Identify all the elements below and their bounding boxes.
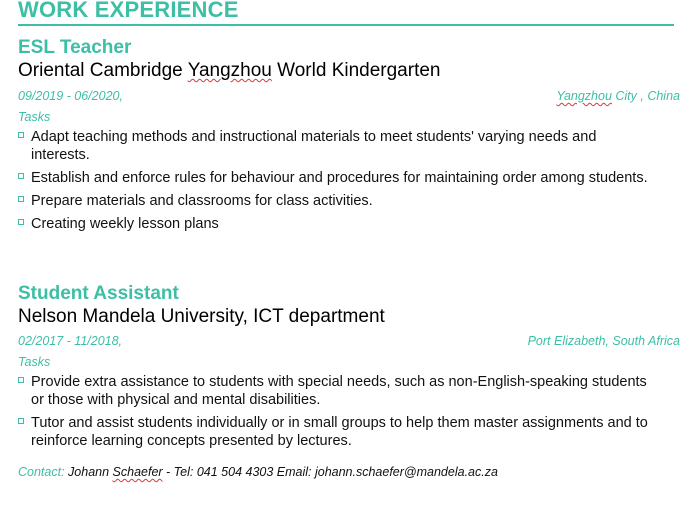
employer-nelson-mandela: Nelson Mandela University, ICT department (18, 306, 385, 327)
employer-oriental-cambridge: Oriental Cambridge Yangzhou World Kindergarten (18, 60, 441, 81)
list-item: Provide extra assistance to students with special needs, such as non-English-speaking students or those with physical and mental disabilities. (18, 373, 658, 409)
job-title-esl-teacher: ESL Teacher (18, 37, 132, 58)
square-bullet-icon (18, 196, 24, 202)
job-dates: 09/2019 - 06/2020, (18, 89, 123, 103)
task-list (18, 128, 658, 238)
spellcheck-word[interactable]: Yangzhou (556, 89, 612, 103)
list-item: Creating weekly lesson plans (18, 215, 658, 233)
contact-details: - Tel: 041 504 4303 Email: johann.schaefer@mandela.ac.za (162, 465, 498, 479)
list-item: Adapt teaching methods and instructional materials to meet students' varying needs and interests. (18, 128, 658, 164)
task-list (18, 373, 658, 455)
spellcheck-word[interactable]: Schaefer (112, 465, 163, 479)
job-location: Port Elizabeth, South Africa (527, 334, 680, 348)
section-title: WORK EXPERIENCE (18, 0, 239, 22)
job-dates: 02/2017 - 11/2018, (18, 334, 123, 348)
square-bullet-icon (18, 377, 24, 383)
spellcheck-word[interactable]: Yangzhou (187, 60, 272, 81)
square-bullet-icon (18, 132, 24, 138)
job-title-student-assistant: Student Assistant (18, 283, 179, 304)
square-bullet-icon (18, 173, 24, 179)
tasks-label: Tasks (18, 110, 51, 124)
list-item: Tutor and assist students individually or in small groups to help them master assignments and to reinforce learning concepts presented by lectures. (18, 414, 658, 450)
section-divider (18, 24, 674, 26)
job-location: Yangzhou City , China (556, 89, 680, 103)
list-item: Prepare materials and classrooms for class activities. (18, 192, 658, 210)
contact-line: Contact: Johann Schaefer - Tel: 041 504 4303 Email: johann.schaefer@mandela.ac.za (18, 465, 498, 479)
contact-label: Contact: (18, 465, 65, 479)
tasks-label: Tasks (18, 355, 51, 369)
square-bullet-icon (18, 418, 24, 424)
list-item: Establish and enforce rules for behaviour and procedures for maintaining order among students. (18, 169, 658, 187)
square-bullet-icon (18, 219, 24, 225)
